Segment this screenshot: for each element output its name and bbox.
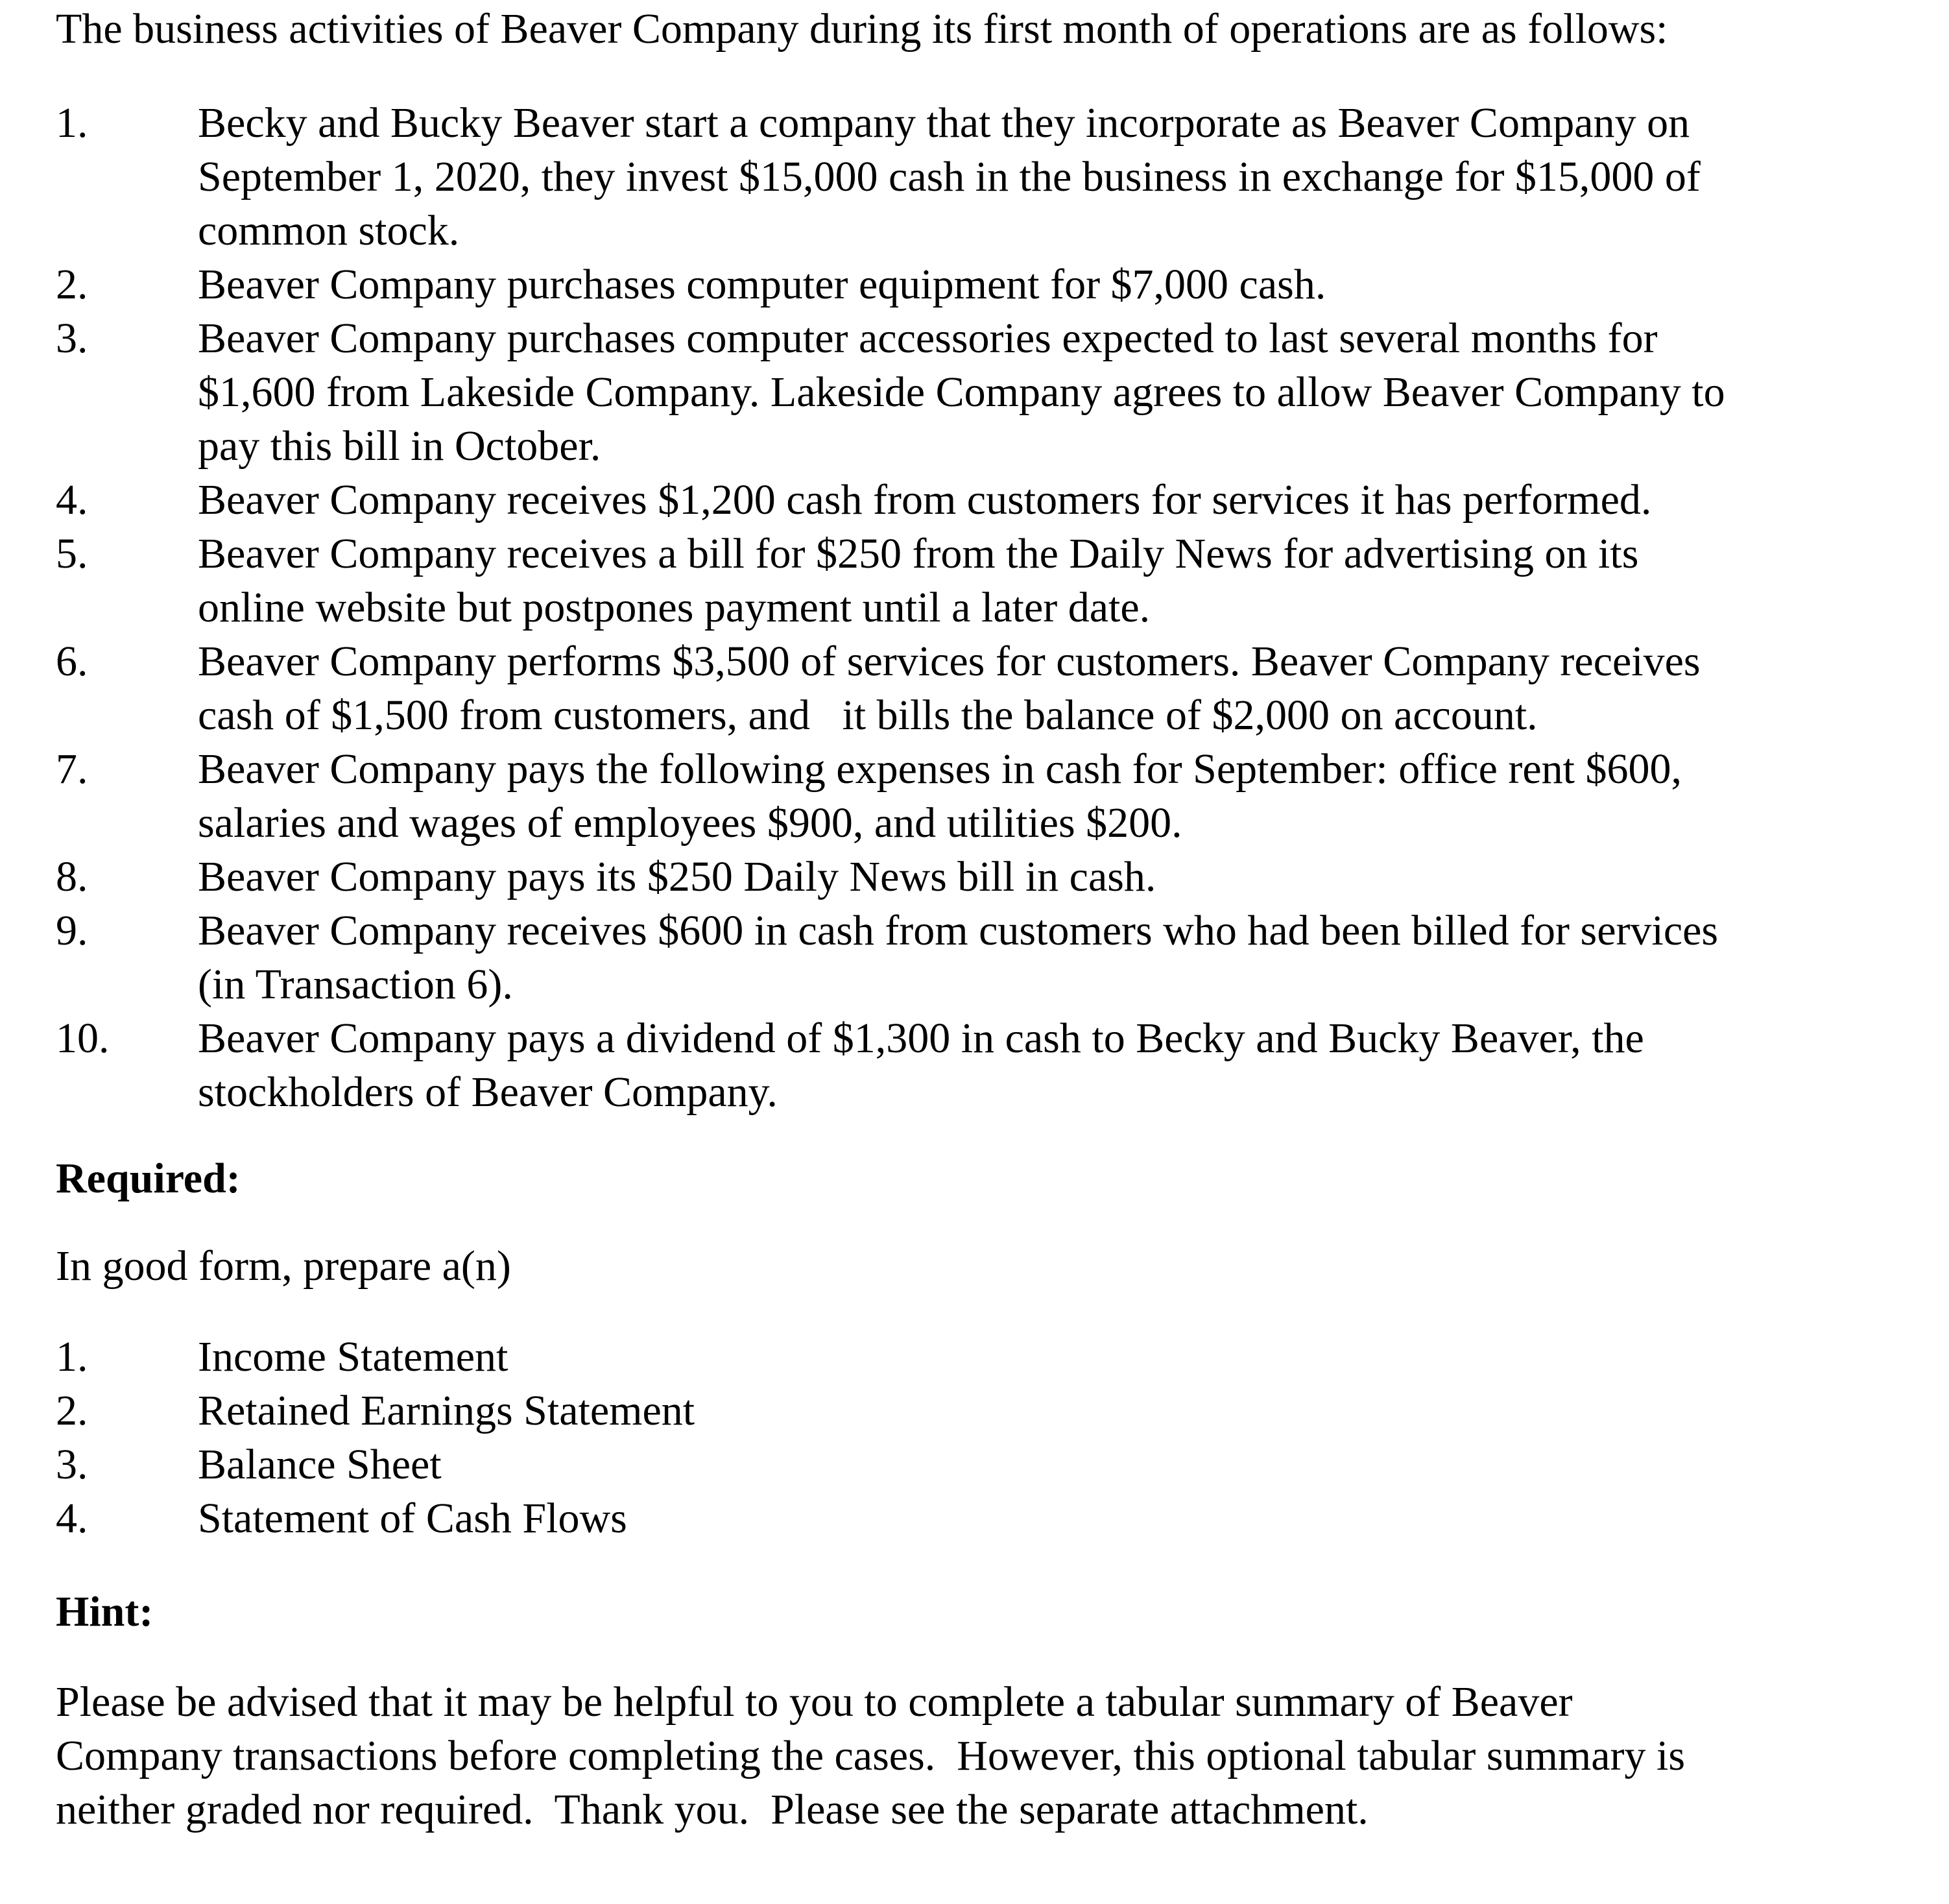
item-text: Beaver Company receives a bill for $250 from the Daily News for advertising on its online website but postpones payment until a later date. bbox=[198, 530, 1639, 631]
transaction-item bbox=[56, 258, 1924, 311]
item-number: 6. bbox=[56, 638, 88, 685]
hint-text: Please be advised that it may be helpful to you to complete a tabular summary of Beaver Company transactions before completing the cases. However, this optional tabular summary is neither graded nor required. Thank you. Please see the separate attachment. bbox=[56, 1678, 1686, 1833]
item-number: 2. bbox=[56, 261, 88, 308]
item-text: Beaver Company pays the following expenses in cash for September: office rent $600, salaries and wages of employees $900, and utilities $200. bbox=[198, 745, 1682, 847]
item-number: 10. bbox=[56, 1015, 110, 1062]
item-text: Income Statement bbox=[198, 1333, 508, 1380]
item-number: 2. bbox=[56, 1387, 88, 1434]
item-number: 3. bbox=[56, 315, 88, 362]
item-number: 3. bbox=[56, 1441, 88, 1488]
required-item bbox=[56, 1330, 1924, 1384]
item-text: Retained Earnings Statement bbox=[198, 1387, 695, 1434]
item-text: Beaver Company receives $600 in cash from customers who had been billed for services (in Transaction 6). bbox=[198, 907, 1719, 1008]
intro-text: The business activities of Beaver Company during its first month of operations are as follows: bbox=[56, 5, 1668, 53]
item-text: Beaver Company performs $3,500 of services for customers. Beaver Company receives cash of $1,500 from customers, and it bills the balance of $2,000 on account. bbox=[198, 638, 1701, 739]
item-text: Becky and Bucky Beaver start a company that they incorporate as Beaver Company on September 1, 2020, they invest $15,000 cash in the business in exchange for $15,000 of common stock. bbox=[198, 99, 1701, 254]
item-text: Beaver Company pays its $250 Daily News bill in cash. bbox=[198, 853, 1156, 900]
item-number: 5. bbox=[56, 530, 88, 577]
item-number: 7. bbox=[56, 745, 88, 793]
item-text: Balance Sheet bbox=[198, 1441, 442, 1488]
required-heading: Required: bbox=[56, 1155, 241, 1202]
item-number: 1. bbox=[56, 1333, 88, 1380]
item-number: 4. bbox=[56, 476, 88, 524]
required-list bbox=[56, 1330, 1924, 1545]
item-number: 1. bbox=[56, 99, 88, 147]
item-text: Beaver Company purchases computer accessories expected to last several months for $1,600 from Lakeside Company. Lakeside Company agrees to allow Beaver Company to pay this bill in October. bbox=[198, 315, 1725, 470]
transaction-item bbox=[56, 473, 1924, 527]
required-item bbox=[56, 1491, 1924, 1545]
transaction-item bbox=[56, 634, 1924, 742]
required-item bbox=[56, 1384, 1924, 1438]
item-number: 8. bbox=[56, 853, 88, 900]
item-text: Beaver Company pays a dividend of $1,300 in cash to Becky and Bucky Beaver, the stockholders of Beaver Company. bbox=[198, 1015, 1644, 1116]
transaction-item bbox=[56, 1011, 1924, 1119]
transaction-item bbox=[56, 96, 1924, 258]
item-number: 9. bbox=[56, 907, 88, 954]
required-intro: In good form, prepare a(n) bbox=[56, 1242, 511, 1290]
transaction-item bbox=[56, 904, 1924, 1011]
item-text: Statement of Cash Flows bbox=[198, 1495, 627, 1542]
transaction-list bbox=[56, 96, 1924, 1119]
item-number: 4. bbox=[56, 1495, 88, 1542]
item-text: Beaver Company receives $1,200 cash from customers for services it has performed. bbox=[198, 476, 1652, 524]
required-item bbox=[56, 1438, 1924, 1491]
transaction-item bbox=[56, 742, 1924, 850]
transaction-item bbox=[56, 850, 1924, 904]
transaction-item bbox=[56, 311, 1924, 473]
hint-heading: Hint: bbox=[56, 1588, 154, 1635]
item-text: Beaver Company purchases computer equipment for $7,000 cash. bbox=[198, 261, 1326, 308]
transaction-item bbox=[56, 527, 1924, 634]
